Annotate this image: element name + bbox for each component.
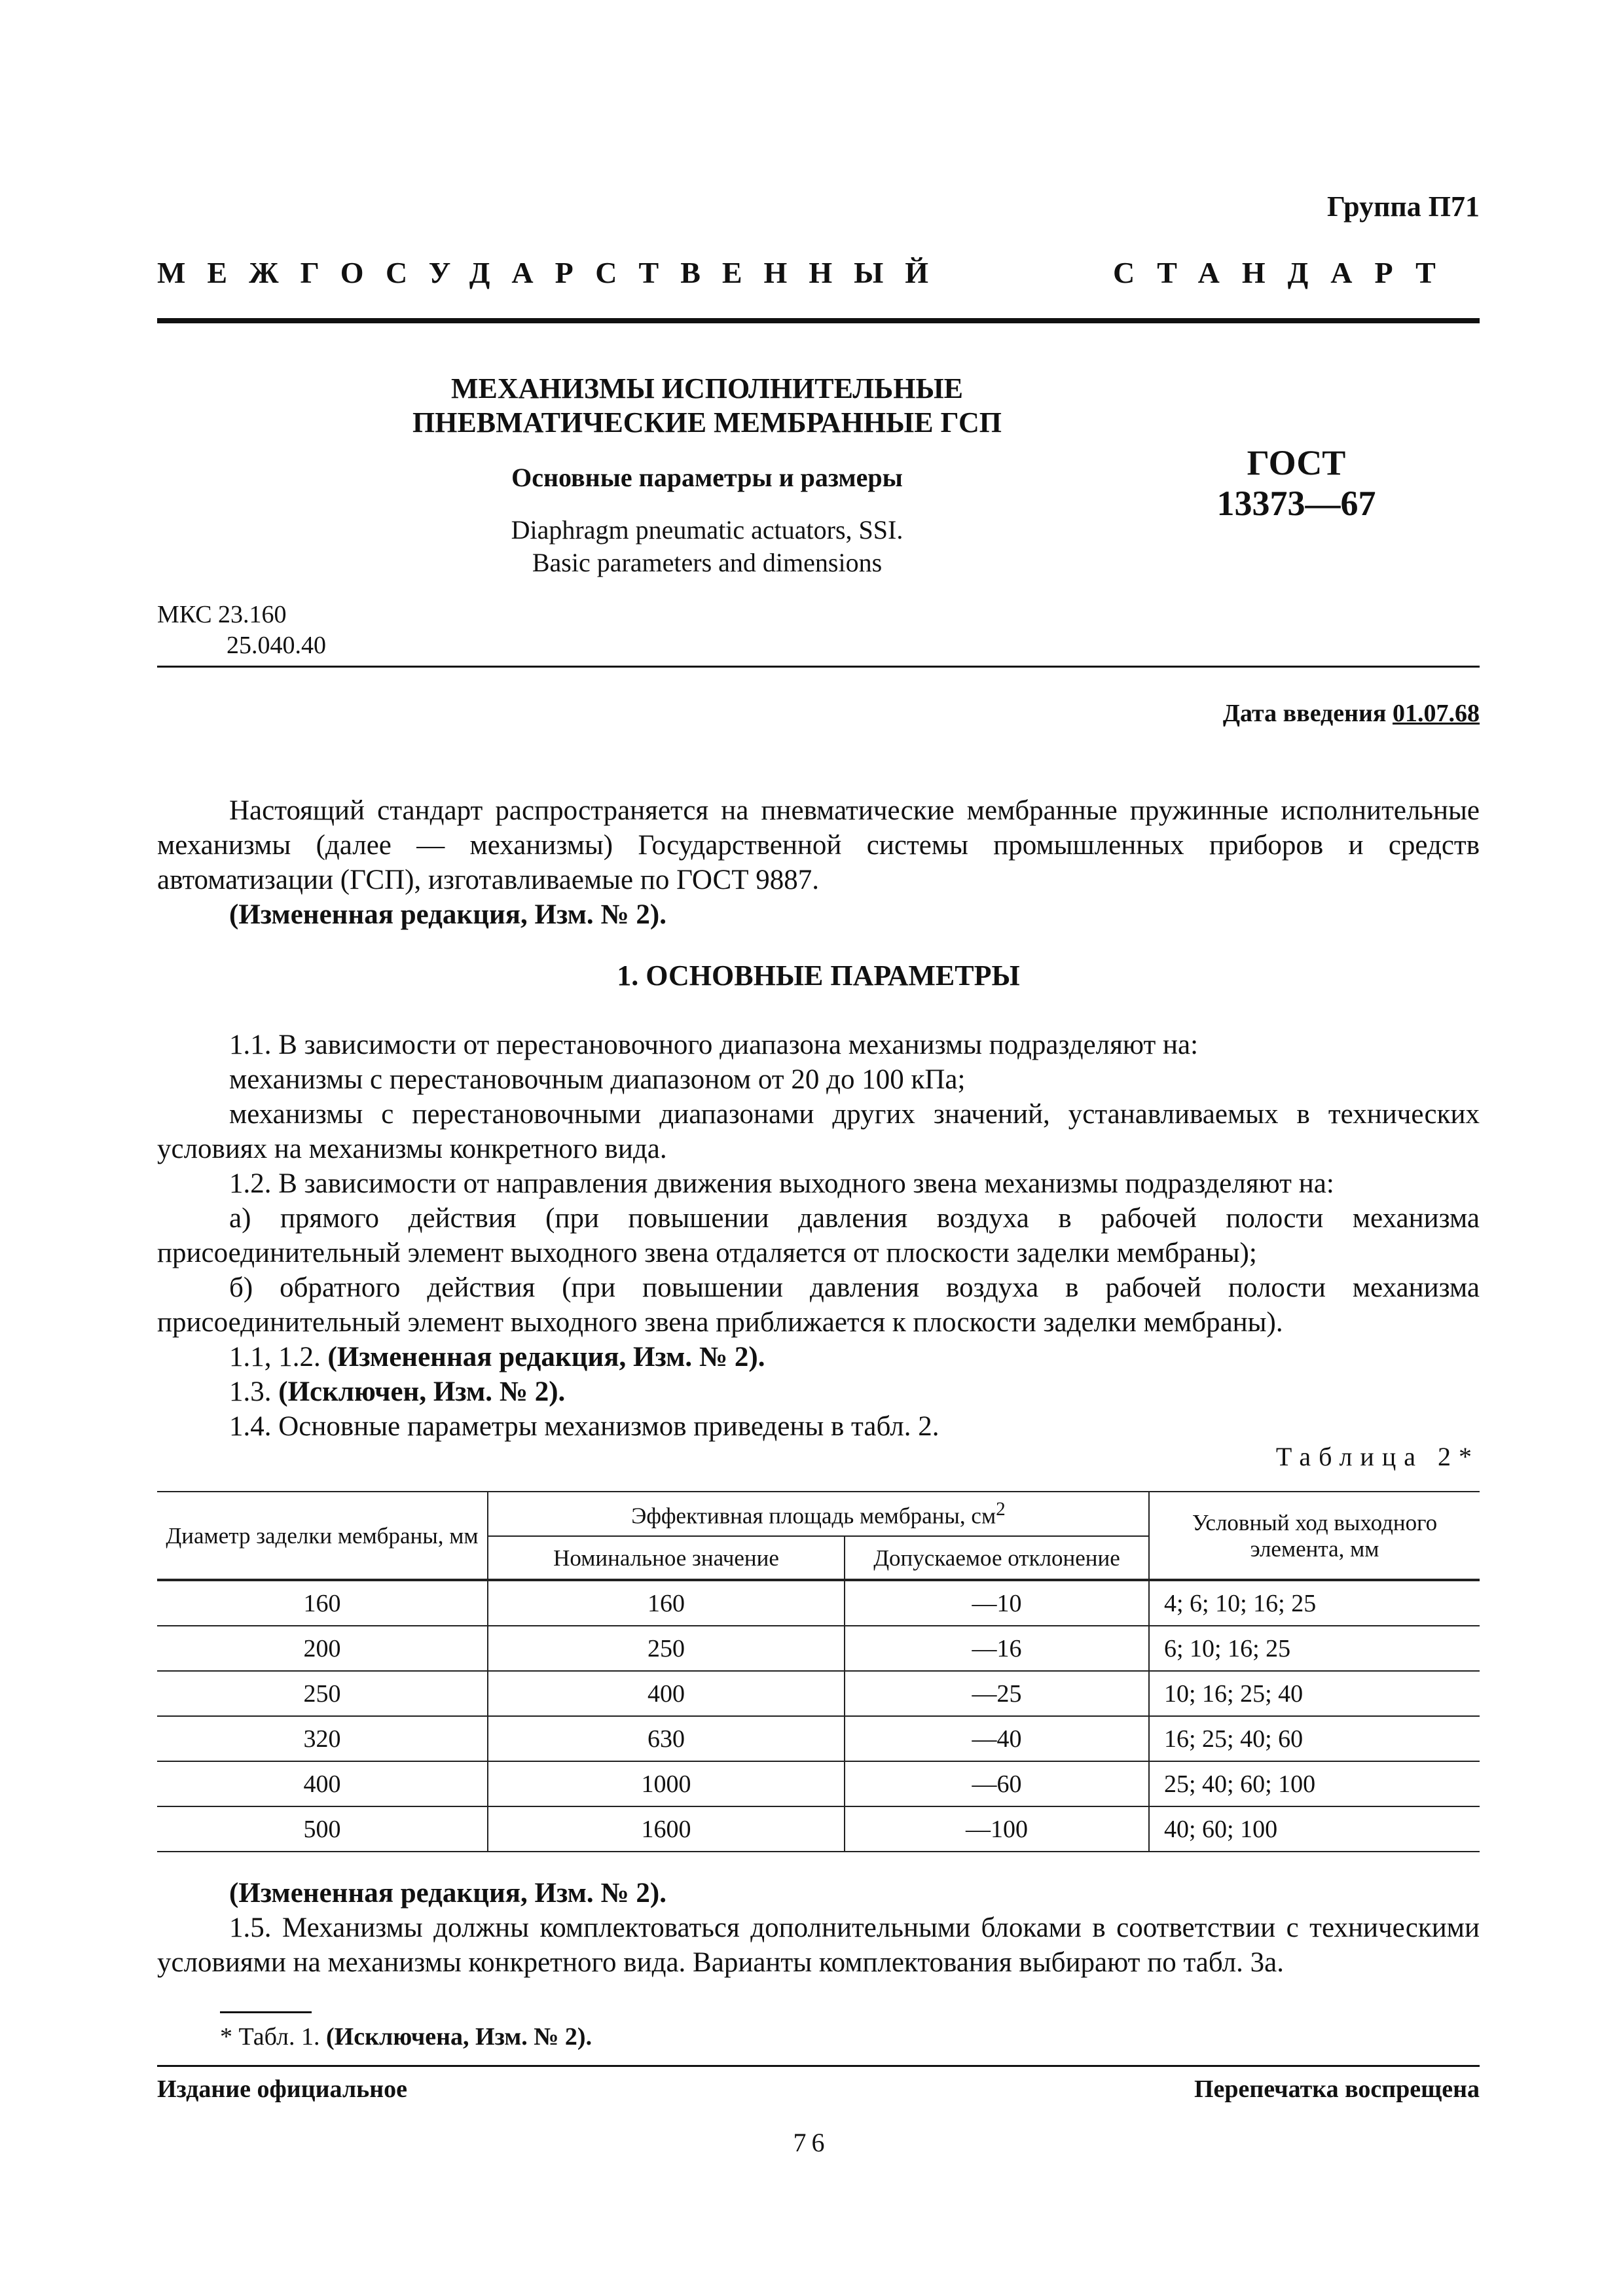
banner-interstate: МЕЖГОСУДАРСТВЕННЫЙ	[157, 256, 951, 289]
clause-1-1-1-2-note	[157, 1340, 1480, 1374]
title-rule	[157, 666, 1480, 668]
header-stroke: Условный ход выходного элемента, мм	[1149, 1492, 1480, 1581]
clause-1-2-a: а) прямого действия (при повышении давления воздуха в рабочей полости механизма присоединительный элемент выходного звена отдаляется от плоскости заделки мембраны);	[157, 1203, 1480, 1268]
clause-1-2: 1.2. В зависимости от направления движения выходного звена механизмы подразделяют на:	[229, 1168, 1334, 1199]
header-rule	[157, 318, 1480, 323]
section-body	[157, 1028, 1480, 1444]
table-change-note: (Измененная редакция, Изм. № 2).	[229, 1878, 666, 1909]
clause-1-2-b: б) обратного действия (при повышении давления воздуха в рабочей полости механизма присоединительный элемент выходного звена приближается к плоскости заделки мембраны).	[157, 1272, 1480, 1338]
table-cell: 200	[157, 1626, 488, 1671]
footnote	[220, 2022, 592, 2051]
table-cell: —40	[845, 1716, 1149, 1761]
table-body	[157, 1581, 1480, 1852]
document-subtitle: Основные параметры и размеры	[511, 463, 903, 492]
intro-change-note: (Измененная редакция, Изм. № 2).	[229, 899, 666, 930]
english-title-line-2: Basic parameters and dimensions	[532, 548, 883, 577]
parameters-table	[157, 1491, 1480, 1852]
table-cell: —60	[845, 1761, 1149, 1806]
clause-1-1-b: механизмы с перестановочными диапазонами других значений, устанавливаемых в технических условиях на механизмы конкретного вида.	[157, 1099, 1480, 1164]
table-row	[157, 1761, 1480, 1806]
clause-1-3	[157, 1374, 1480, 1409]
table-row	[157, 1671, 1480, 1716]
page-number: 76	[793, 2128, 830, 2157]
effective-date-label: Дата введения	[1222, 700, 1387, 727]
title-line-1: МЕХАНИЗМЫ ИСПОЛНИТЕЛЬНЫЕ	[450, 372, 964, 404]
clause-1-3-prefix: 1.3.	[229, 1376, 272, 1407]
mks-line-2: 25.040.40	[227, 632, 326, 659]
table-cell: 630	[488, 1716, 845, 1761]
clause-1-1: 1.1. В зависимости от перестановочного диапазона механизмы подразделяют на:	[229, 1030, 1199, 1060]
clause-1-4: 1.4. Основные параметры механизмов приведены в табл. 2.	[229, 1411, 939, 1442]
clause-1-1-a: механизмы с перестановочным диапазоном от 20 до 100 кПа;	[229, 1064, 966, 1095]
table-cell: 16; 25; 40; 60	[1149, 1716, 1480, 1761]
footnote-prefix: * Табл. 1.	[220, 2023, 320, 2051]
table-row	[157, 1716, 1480, 1761]
table-cell: 10; 16; 25; 40	[1149, 1671, 1480, 1716]
footnote-change: (Исключена, Изм. № 2).	[325, 2023, 593, 2051]
gost-code: 13373—67	[1216, 484, 1376, 523]
table-cell: 40; 60; 100	[1149, 1806, 1480, 1852]
gost-number	[1113, 442, 1480, 524]
group-code: Группа П71	[1326, 190, 1480, 223]
table-row	[157, 1581, 1480, 1626]
mks-codes	[157, 600, 326, 661]
effective-date-value: 01.07.68	[1393, 700, 1480, 727]
header-effective-area: Эффективная площадь мембраны, $см^2$	[488, 1492, 1149, 1536]
header-diameter: Диаметр заделки мембраны, мм	[157, 1492, 488, 1581]
mks-line-1: МКС 23.160	[157, 601, 287, 628]
effective-date	[1223, 699, 1480, 728]
table-cell: 400	[157, 1761, 488, 1806]
table-cell: 1000	[488, 1761, 845, 1806]
footer-rule	[157, 2065, 1480, 2067]
table-cell: 25; 40; 60; 100	[1149, 1761, 1480, 1806]
table-cell: —25	[845, 1671, 1149, 1716]
table-cell: 4; 6; 10; 16; 25	[1149, 1581, 1480, 1626]
footnote-rule	[220, 2011, 312, 2013]
gost-label: ГОСТ	[1247, 443, 1346, 482]
english-title-line-1: Diaphragm pneumatic actuators, SSI.	[511, 515, 903, 545]
table-row	[157, 1806, 1480, 1852]
title-line-2: ПНЕВМАТИЧЕСКИЕ МЕМБРАННЫЕ ГСП	[412, 406, 1002, 439]
table-caption: Таблица 2*	[1275, 1442, 1480, 1471]
clause-1-1-1-2-change: (Измененная редакция, Изм. № 2).	[327, 1342, 765, 1372]
table-cell: 320	[157, 1716, 488, 1761]
table-cell: 250	[488, 1626, 845, 1671]
document-title	[236, 372, 1178, 440]
table-cell: 160	[488, 1581, 845, 1626]
banner-standard: СТАНДАРТ	[1113, 256, 1458, 289]
table-header-row-1	[157, 1492, 1480, 1536]
table-cell: —16	[845, 1626, 1149, 1671]
english-title	[236, 514, 1178, 579]
table-cell: 250	[157, 1671, 488, 1716]
section-heading: 1. ОСНОВНЫЕ ПАРАМЕТРЫ	[617, 960, 1020, 992]
reprint-prohibited: Перепечатка воспрещена	[1194, 2075, 1480, 2103]
clause-1-3-change: (Исключен, Изм. № 2).	[278, 1376, 566, 1407]
header-nominal: Номинальное значение	[488, 1536, 845, 1581]
table-cell: —100	[845, 1806, 1149, 1852]
clause-1-1-1-2-prefix: 1.1, 1.2.	[229, 1342, 321, 1372]
intro-paragraph: Настоящий стандарт распространяется на пневматические мембранные пружинные исполнительные механизмы (далее — механизмы) Государственной системы промышленных приборов и средств автоматизации (ГСП), изготавливаемые по ГОСТ 9887.	[157, 795, 1480, 895]
header-tolerance: Допускаемое отклонение	[845, 1536, 1149, 1581]
table-cell: 500	[157, 1806, 488, 1852]
table-cell: 160	[157, 1581, 488, 1626]
clause-1-5: 1.5. Механизмы должны комплектоваться дополнительными блоками в соответствии с техническими условиями на механизмы конкретного вида. Варианты комплектования выбирают по табл. 3а.	[157, 1912, 1480, 1978]
table-header-double-rule	[157, 1579, 1480, 1580]
after-table-block	[157, 1876, 1480, 1980]
table-row	[157, 1626, 1480, 1671]
table-cell: 6; 10; 16; 25	[1149, 1626, 1480, 1671]
table-cell: 1600	[488, 1806, 845, 1852]
intro-block	[157, 793, 1480, 932]
table-cell: 400	[488, 1671, 845, 1716]
table-cell: —10	[845, 1581, 1149, 1626]
official-edition: Издание официальное	[157, 2075, 408, 2103]
